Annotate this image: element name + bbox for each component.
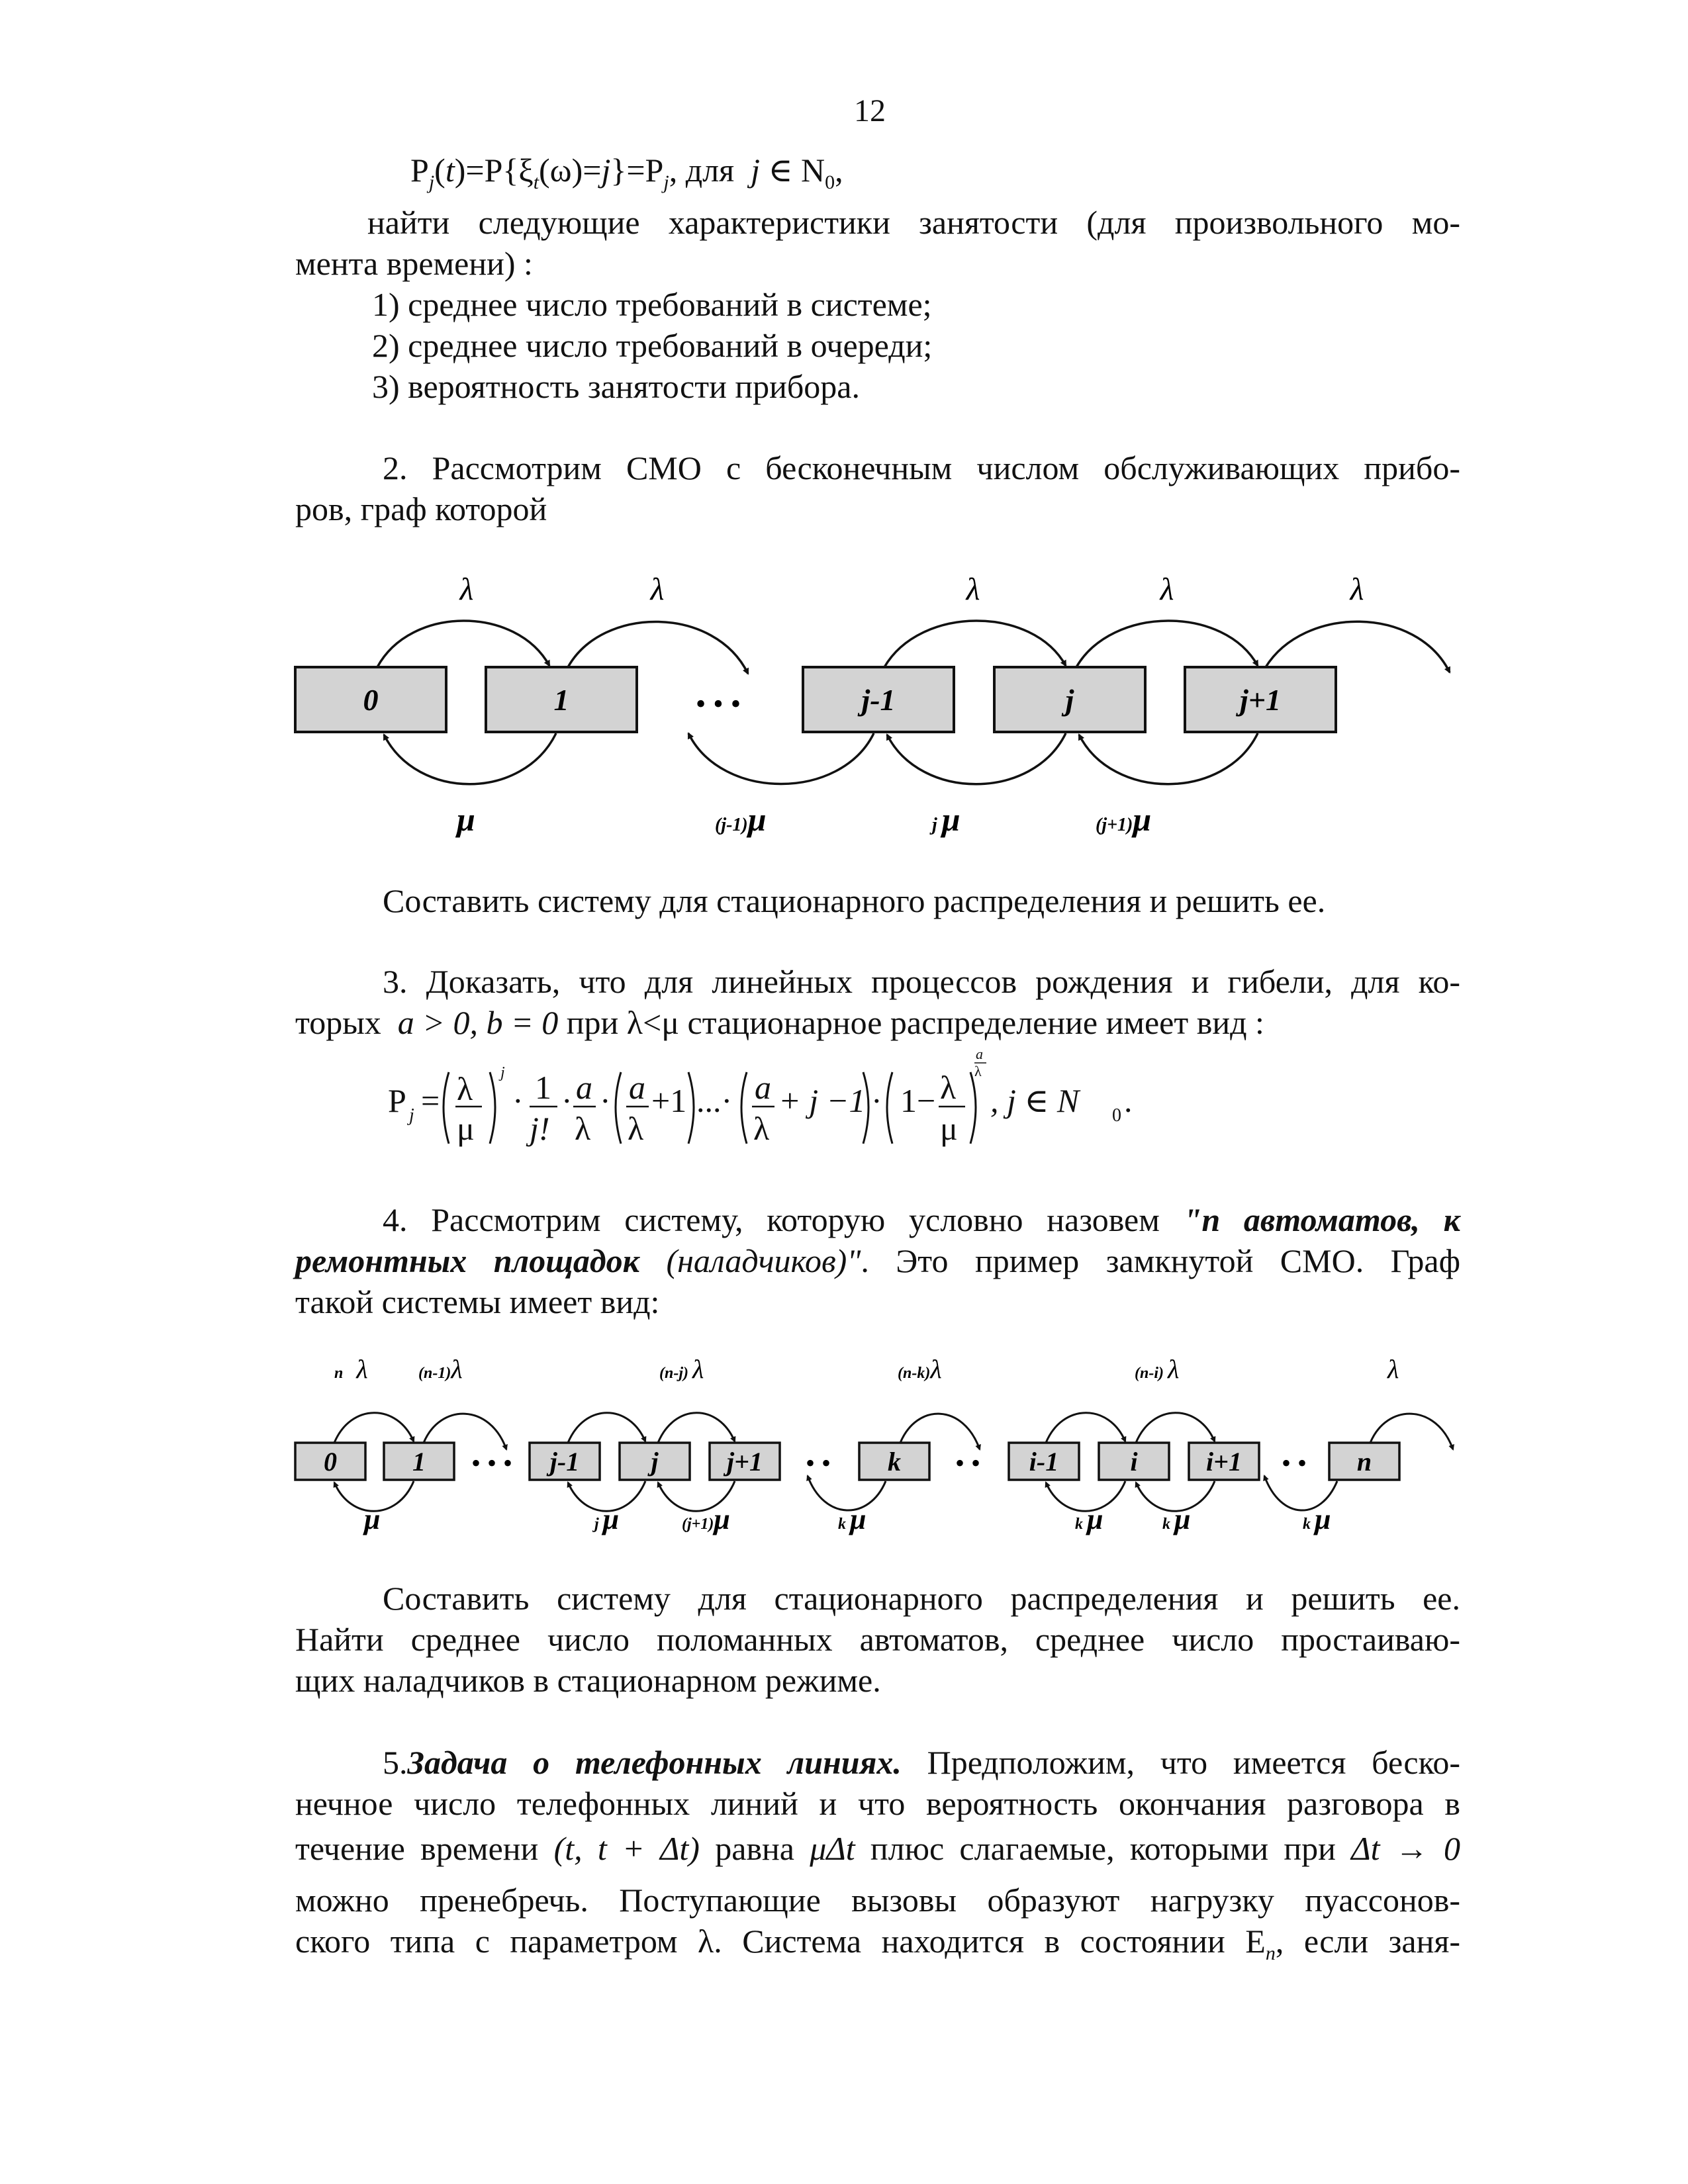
n-dots-2: • • (805, 1448, 831, 1478)
mu-label-3: j μ (932, 801, 961, 838)
top-label-3: (n-j) λ (659, 1354, 704, 1384)
n-state-label-n: n (1356, 1447, 1372, 1477)
arrow-mu-jm1-dots (688, 733, 874, 784)
lambda-label-3: λ (966, 572, 980, 607)
arrow-lambda-0-1 (377, 621, 549, 667)
arrow-mu-jp1-j (1079, 733, 1258, 784)
task4-line1: 4. Рассмотрим систему, которую условно назовем "n автоматов, к (383, 1201, 1460, 1238)
formula-stationary (0, 1046, 1688, 1165)
svg-text:j!: j! (530, 1110, 550, 1147)
state-label-j-1: j-1 (861, 683, 896, 717)
lambda-label-2: λ (650, 572, 665, 607)
lambda-label-5: λ (1350, 572, 1364, 607)
svg-text:...·: ...· (696, 1082, 733, 1119)
svg-text:λ: λ (940, 1069, 957, 1106)
state-label-j+1: j+1 (1240, 683, 1281, 717)
formula-pj: $P_j(t)=P\{\xi_t(\omega)=j\}=P_j$, для j ∈ $N_0$, (410, 152, 843, 193)
n-dots-3: • • (955, 1448, 981, 1478)
bottom-label-7: k μ (1303, 1503, 1331, 1535)
svg-text:·: · (561, 1082, 573, 1119)
svg-text:λ: λ (575, 1110, 591, 1147)
page-number: 12 (854, 93, 886, 128)
arrow-mu-1-0 (384, 733, 556, 784)
mu-label-2: (j-1)μ (715, 801, 767, 838)
n-state-label-0: 0 (324, 1447, 337, 1477)
svg-text:a: a (755, 1069, 771, 1106)
svg-text:λ: λ (753, 1110, 770, 1147)
intro-line2: мента времени) : (295, 245, 533, 282)
bottom-label-4: k μ (838, 1503, 867, 1535)
n-state-label-j+1: j+1 (727, 1447, 763, 1477)
lambda-label-1: λ (459, 572, 474, 607)
n-state-label-j-1: j-1 (549, 1447, 580, 1477)
n-dots-1: • • • (471, 1448, 513, 1478)
task5-line5: ского типа с параметром λ. Система находится в состоянии $E_n$, если заня- (295, 1923, 1460, 1964)
arrow-mu-j-jm1 (887, 733, 1066, 784)
task5-line1: 5.Задача о телефонных линиях. Предположим, что имеется беско- (383, 1744, 1460, 1781)
mu-label-4: (j+1)μ (1096, 801, 1152, 838)
svg-text:λ: λ (457, 1070, 473, 1107)
svg-text:+ j −1: + j −1 (778, 1082, 866, 1119)
svg-text:1: 1 (535, 1069, 551, 1106)
svg-text:·: · (512, 1082, 524, 1119)
svg-text:0: 0 (1112, 1105, 1121, 1126)
task4-after3: щих наладчиков в стационарном режиме. (295, 1662, 881, 1699)
svg-text:a: a (976, 1046, 983, 1062)
state-label-j: j (1065, 683, 1074, 717)
svg-text:j: j (409, 1105, 414, 1126)
svg-text:a: a (629, 1069, 645, 1106)
task4-line2: ремонтных площадок (наладчиков)". Это пример замкнутой СМО. Граф (295, 1242, 1460, 1279)
intro-line1: найти следующие характеристики занятости (для произвольного мо- (367, 204, 1460, 241)
n-state-label-j: j (651, 1447, 659, 1477)
n-state-label-i-1: i-1 (1029, 1447, 1059, 1477)
top-label-6: λ (1387, 1354, 1399, 1384)
lambda-label-4: λ (1160, 572, 1174, 607)
intro-item-3: 3) вероятность занятости прибора. (372, 368, 860, 405)
n-state-label-i: i (1130, 1447, 1138, 1477)
svg-text:j: j (500, 1064, 505, 1081)
svg-text:1−: 1− (900, 1082, 936, 1119)
top-label-1: n λ (334, 1354, 368, 1384)
ellipsis-dots: • • • (695, 688, 741, 720)
n-machines-graph (0, 1350, 1688, 1562)
n-state-label-i+1: i+1 (1206, 1447, 1242, 1477)
state-label-0: 0 (363, 683, 379, 717)
svg-text:P: P (388, 1082, 406, 1119)
svg-text:μ: μ (457, 1110, 475, 1147)
top-label-2: (n-1)λ (418, 1354, 463, 1384)
svg-text:·: · (871, 1082, 882, 1119)
task3-line1: 3. Доказать, что для линейных процессов рождения и гибели, для ко- (383, 963, 1460, 1000)
task2-line1: 2. Рассмотрим СМО с бесконечным числом обслуживающих прибо- (383, 449, 1460, 486)
arrow-lambda-jp1-out (1266, 621, 1450, 672)
top-label-5: (n-i) λ (1135, 1354, 1180, 1384)
n-state-label-k: k (888, 1447, 901, 1477)
task4-after1: Составить систему для стационарного распределения и решить ее. (383, 1580, 1460, 1617)
top-label-4: (n-k)λ (898, 1354, 942, 1384)
task5-line2: нечное число телефонных линий и что вероятность окончания разговора в (295, 1785, 1460, 1822)
bottom-label-2: j μ (594, 1503, 620, 1535)
n-dots-4: • • (1281, 1448, 1307, 1478)
bottom-label-6: k μ (1162, 1503, 1191, 1535)
svg-text:, j ∈ N: , j ∈ N (990, 1082, 1080, 1119)
intro-item-1: 1) среднее число требований в системе; (372, 286, 932, 323)
bottom-label-5: k μ (1075, 1503, 1103, 1535)
task4-after2: Найти среднее число поломанных автоматов, среднее число простаиваю- (295, 1621, 1460, 1658)
svg-text:λ: λ (974, 1063, 982, 1079)
arrow-lambda-jm1-j (884, 621, 1066, 667)
task4-line3: такой системы имеет вид: (295, 1283, 660, 1320)
svg-text:=: = (421, 1082, 440, 1119)
svg-text:+1: +1 (651, 1082, 687, 1119)
svg-text:a: a (576, 1069, 592, 1106)
task5-line3: течение времени (t, t + Δt) равна μΔt плюс слагаемые, которыми при Δt → 0 (295, 1830, 1461, 1867)
bottom-label-3: (j+1)μ (682, 1503, 730, 1535)
state-label-1: 1 (553, 683, 569, 717)
task3-line2: торых a > 0, b = 0 при λ<μ стационарное распределение имеет вид : (295, 1004, 1264, 1041)
task2-line2: ров, граф которой (295, 490, 547, 527)
intro-item-2: 2) среднее число требований в очереди; (372, 327, 933, 364)
birth-death-graph-1 (0, 0, 1688, 860)
svg-text:.: . (1124, 1082, 1133, 1119)
svg-text:·: · (600, 1082, 611, 1119)
svg-text:λ: λ (628, 1110, 644, 1147)
svg-text:μ: μ (940, 1110, 958, 1147)
task2-after: Составить систему для стационарного распределения и решить ее. (383, 882, 1326, 919)
mu-label-1: μ (457, 801, 475, 838)
bottom-label-1: μ (364, 1503, 381, 1535)
arrow-lambda-j-jp1 (1076, 621, 1258, 667)
n-state-label-1: 1 (412, 1447, 426, 1477)
task5-line4: можно пренебречь. Поступающие вызовы образуют нагрузку пуассонов- (295, 1882, 1460, 1919)
